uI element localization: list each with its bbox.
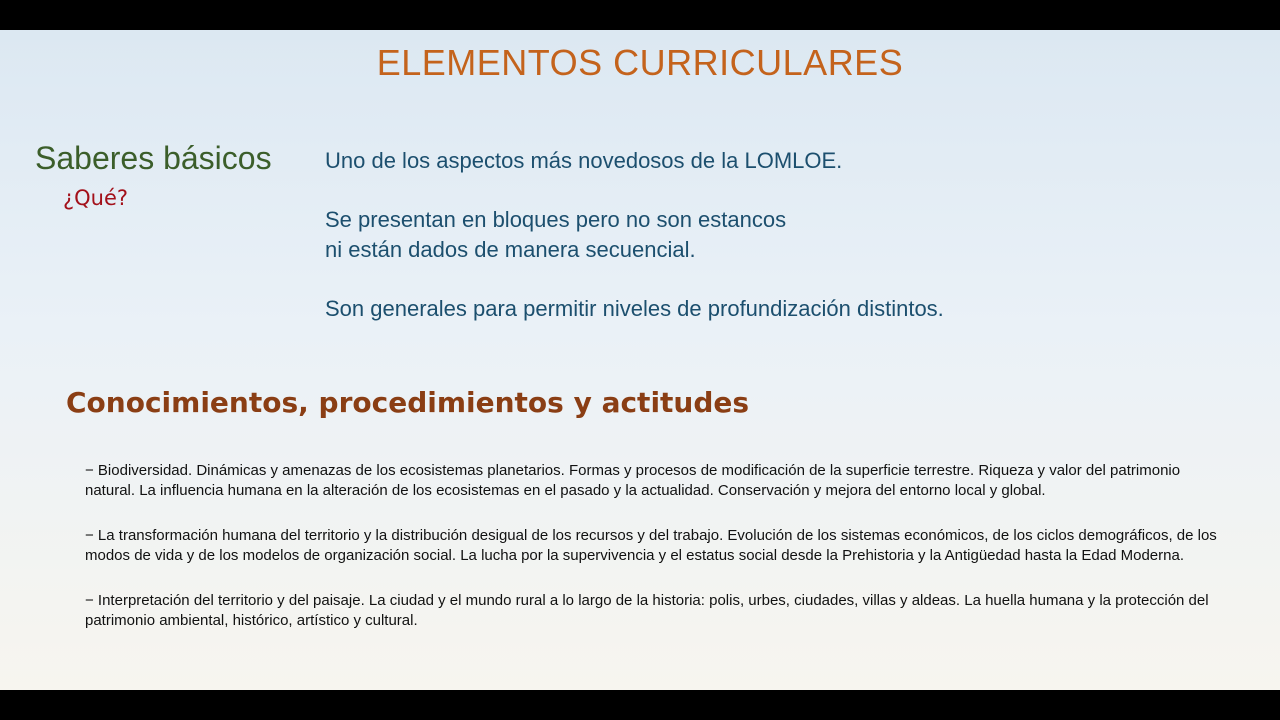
section-heading: Saberes básicos	[35, 140, 272, 176]
intro-paragraph	[325, 205, 1225, 265]
bullet-list	[85, 461, 1225, 631]
intro-line: Se presentan en bloques pero no son estancos	[325, 207, 787, 232]
letterbox-bottom	[0, 690, 1280, 720]
bullet-item: − Biodiversidad. Dinámicas y amenazas de los ecosistemas planetarios. Formas y procesos de modificación de la superficie terrestre. Riqueza y valor del patrimonio natural. La influencia humana en la alteración de los ecosistemas en el pasado y la actualidad. Conservación y mejora del entorno local y global.	[85, 462, 1181, 499]
section-question: ¿Qué?	[63, 186, 129, 210]
bullet-item: − La transformación humana del territorio y la distribución desigual de los recursos y del trabajo. Evolución de los sistemas económicos, de los ciclos demográficos, de los modos de vida y de los modelos de organización social. La lucha por la supervivencia y el estatus social desde la Prehistoria y la Antigüedad hasta la Edad Moderna.	[85, 527, 1217, 564]
intro-paragraph: Uno de los aspectos más novedosos de la LOMLOE.	[325, 148, 843, 173]
knowledge-subtitle: Conocimientos, procedimientos y actitudes	[66, 386, 750, 419]
intro-paragraph: Son generales para permitir niveles de profundización distintos.	[325, 296, 944, 321]
slide-title: ELEMENTOS CURRICULARES	[376, 42, 904, 83]
intro-line: ni están dados de manera secuencial.	[325, 237, 696, 262]
presentation-slide	[0, 30, 1280, 690]
letterbox-top	[0, 0, 1280, 30]
bullet-item: − Interpretación del territorio y del paisaje. La ciudad y el mundo rural a lo largo de la historia: polis, urbes, ciudades, villas y aldeas. La huella humana y la protección del patrimonio ambiental, histórico, artístico y cultural.	[85, 592, 1209, 629]
intro-text	[325, 146, 1225, 324]
